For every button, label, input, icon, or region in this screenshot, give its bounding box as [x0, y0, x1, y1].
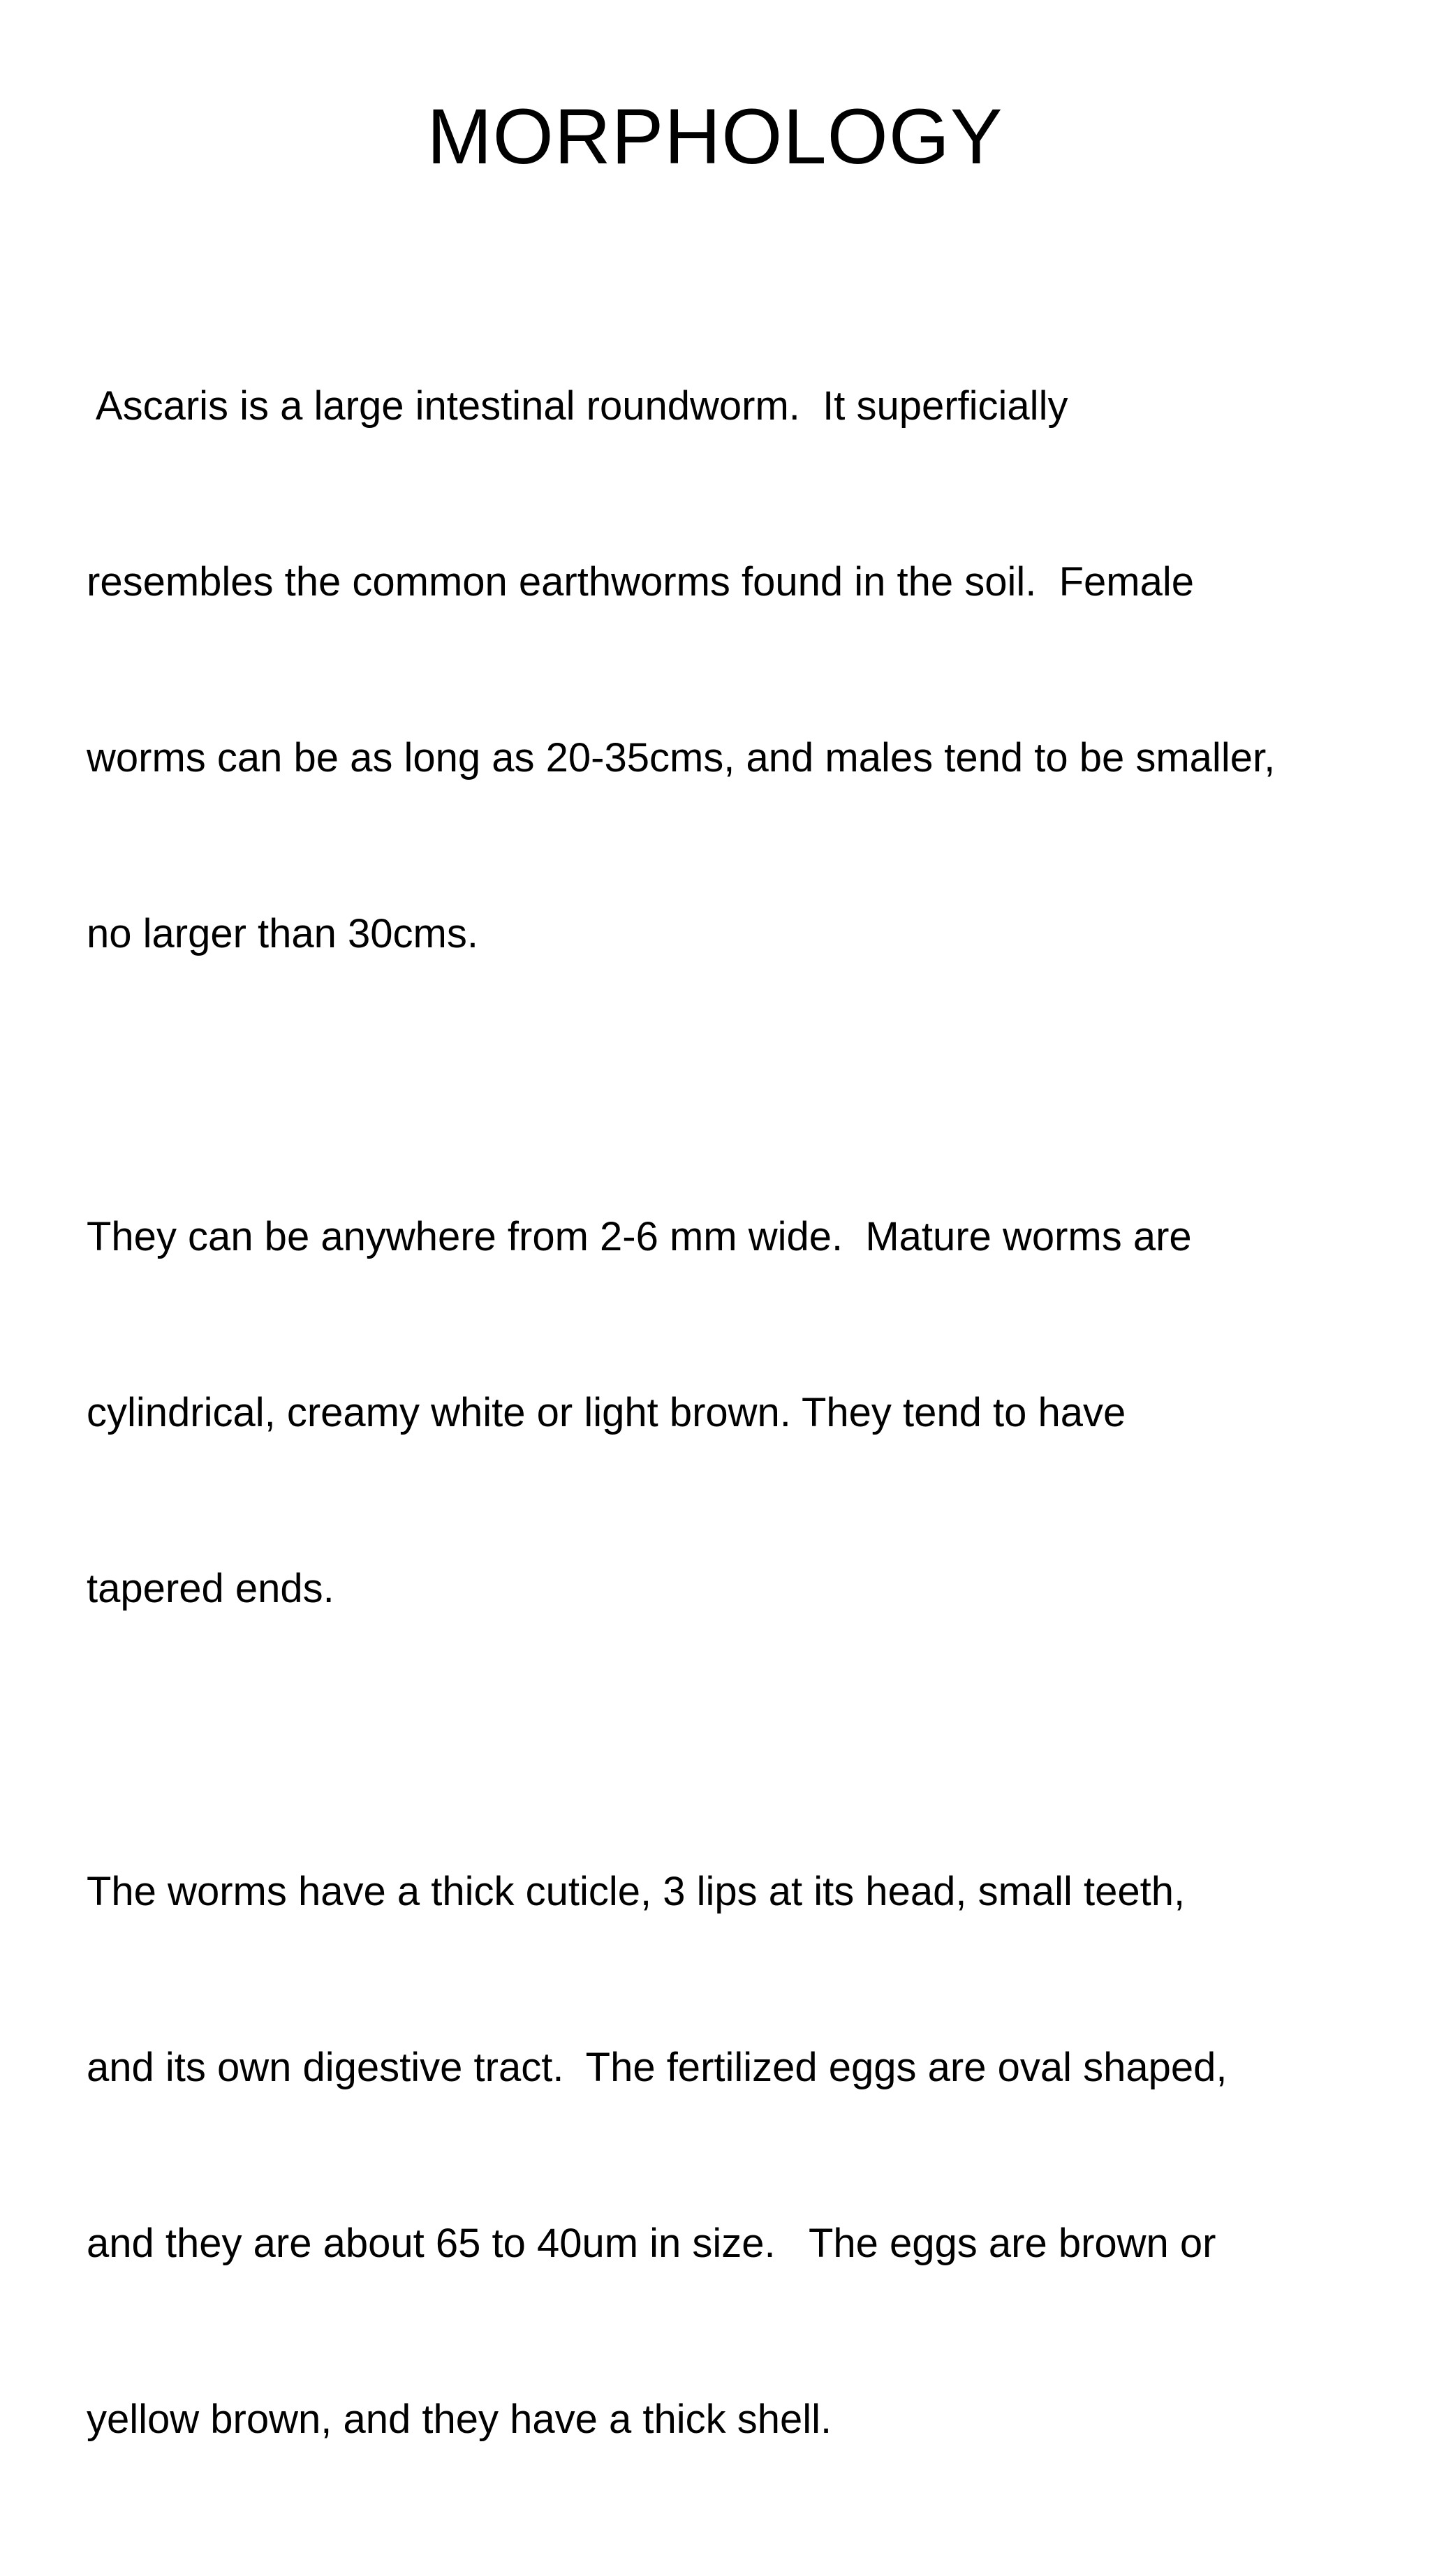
text-line: The worms have a thick cuticle, 3 lips at its head, small teeth, — [87, 1869, 1186, 1914]
text-line: worms can be as long as 20-35cms, and males tend to be smaller, — [87, 735, 1276, 780]
text-line: resembles the common earthworms found in the soil. Female — [87, 559, 1195, 605]
text-line: no larger than 30cms. — [87, 911, 478, 956]
paragraph-anatomy-eggs — [87, 1745, 1378, 2566]
text-line: They can be anywhere from 2-6 mm wide. Mature worms are — [87, 1214, 1192, 1259]
text-line: tapered ends. — [87, 1566, 334, 1611]
text-line: and its own digestive tract. The fertilized eggs are oval shaped, — [87, 2045, 1228, 2090]
slide-body — [87, 260, 1378, 2576]
slide-title: MORPHOLOGY — [427, 93, 1003, 180]
text-line: yellow brown, and they have a thick shell. — [87, 2397, 832, 2442]
text-line: cylindrical, creamy white or light brown. They tend to have — [87, 1390, 1126, 1435]
text-line: and they are about 65 to 40um in size. The eggs are brown or — [87, 2221, 1216, 2266]
paragraph-size-color — [87, 1090, 1378, 1735]
paragraph-description — [87, 260, 1378, 1081]
text-line: Ascaris is a large intestinal roundworm. It superficially — [87, 383, 1068, 429]
